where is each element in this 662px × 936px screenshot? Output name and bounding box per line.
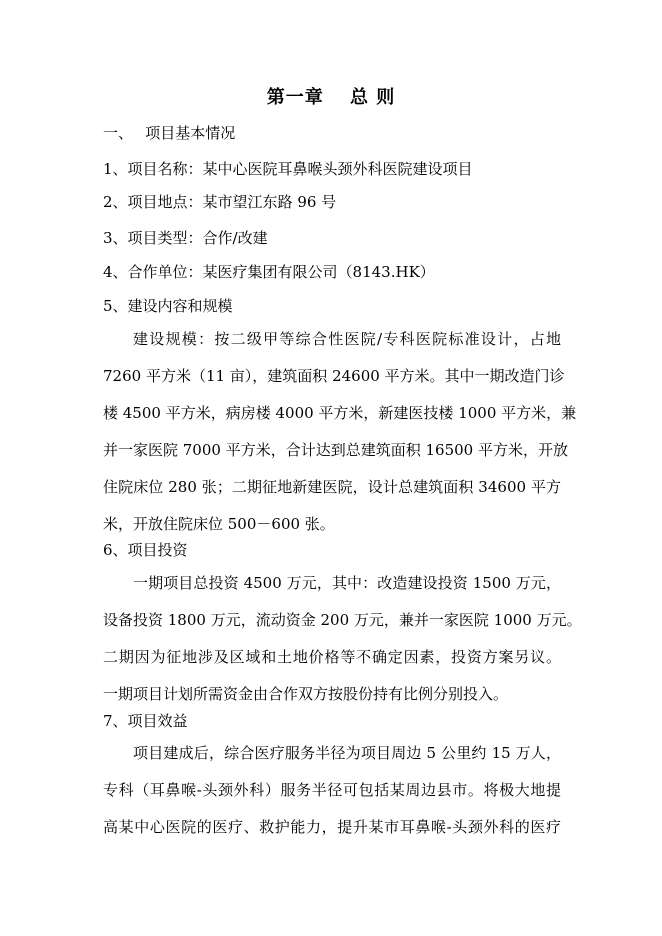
- benefit-paragraph: [103, 735, 561, 846]
- paragraph-line: 建设规模：按二级甲等综合性医院/专科医院标准设计，占地: [133, 330, 561, 348]
- item-project-location: 2、项目地点：某市望江东路 96 号: [103, 193, 337, 211]
- item-partner: 4、合作单位：某医疗集团有限公司（8143.HK）: [103, 263, 435, 281]
- item-project-type: 3、项目类型：合作/改建: [103, 229, 268, 247]
- paragraph-line: 设备投资 1800 万元，流动资金 200 万元，兼并一家医院 1000 万元。: [103, 611, 582, 629]
- paragraph-line: 7260 平方米（11 亩），建筑面积 24600 平方米。其中一期改造门诊: [103, 367, 565, 385]
- item-investment-heading: 6、项目投资: [103, 541, 188, 559]
- paragraph-line: 专科（耳鼻喉-头颈外科）服务半径可包括某周边县市。将极大地提: [103, 781, 561, 799]
- construction-scale-paragraph: [103, 321, 577, 543]
- paragraph-line: 住院床位 280 张；二期征地新建医院，设计总建筑面积 34600 平方: [103, 478, 561, 496]
- paragraph-line: 二期因为征地涉及区域和土地价格等不确定因素，投资方案另议。: [103, 648, 561, 666]
- paragraph-line: 楼 4500 平方米，病房楼 4000 平方米，新建医技楼 1000 平方米，兼: [103, 404, 577, 422]
- investment-paragraph: [103, 565, 582, 713]
- section-heading-basic-info: 一、 项目基本情况: [103, 124, 236, 142]
- paragraph-line: 高某中心医院的医疗、救护能力，提升某市耳鼻喉-头颈外科的医疗: [103, 818, 561, 836]
- item-project-name: 1、项目名称：某中心医院耳鼻喉头颈外科医院建设项目: [103, 160, 473, 178]
- paragraph-line: 米，开放住院床位 500－600 张。: [103, 515, 335, 533]
- paragraph-line: 一期项目计划所需资金由合作双方按股份持有比例分别投入。: [103, 685, 509, 703]
- paragraph-line: 项目建成后，综合医疗服务半径为项目周边 5 公里约 15 万人，: [133, 744, 561, 762]
- item-construction-heading: 5、建设内容和规模: [103, 297, 233, 315]
- paragraph-line: 一期项目总投资 4500 万元，其中：改造建设投资 1500 万元，: [133, 574, 561, 592]
- chapter-title: 第一章 总 则: [266, 87, 396, 108]
- item-benefit-heading: 7、项目效益: [103, 712, 188, 730]
- paragraph-line: 并一家医院 7000 平方米，合计达到总建筑面积 16500 平方米，开放: [103, 441, 568, 459]
